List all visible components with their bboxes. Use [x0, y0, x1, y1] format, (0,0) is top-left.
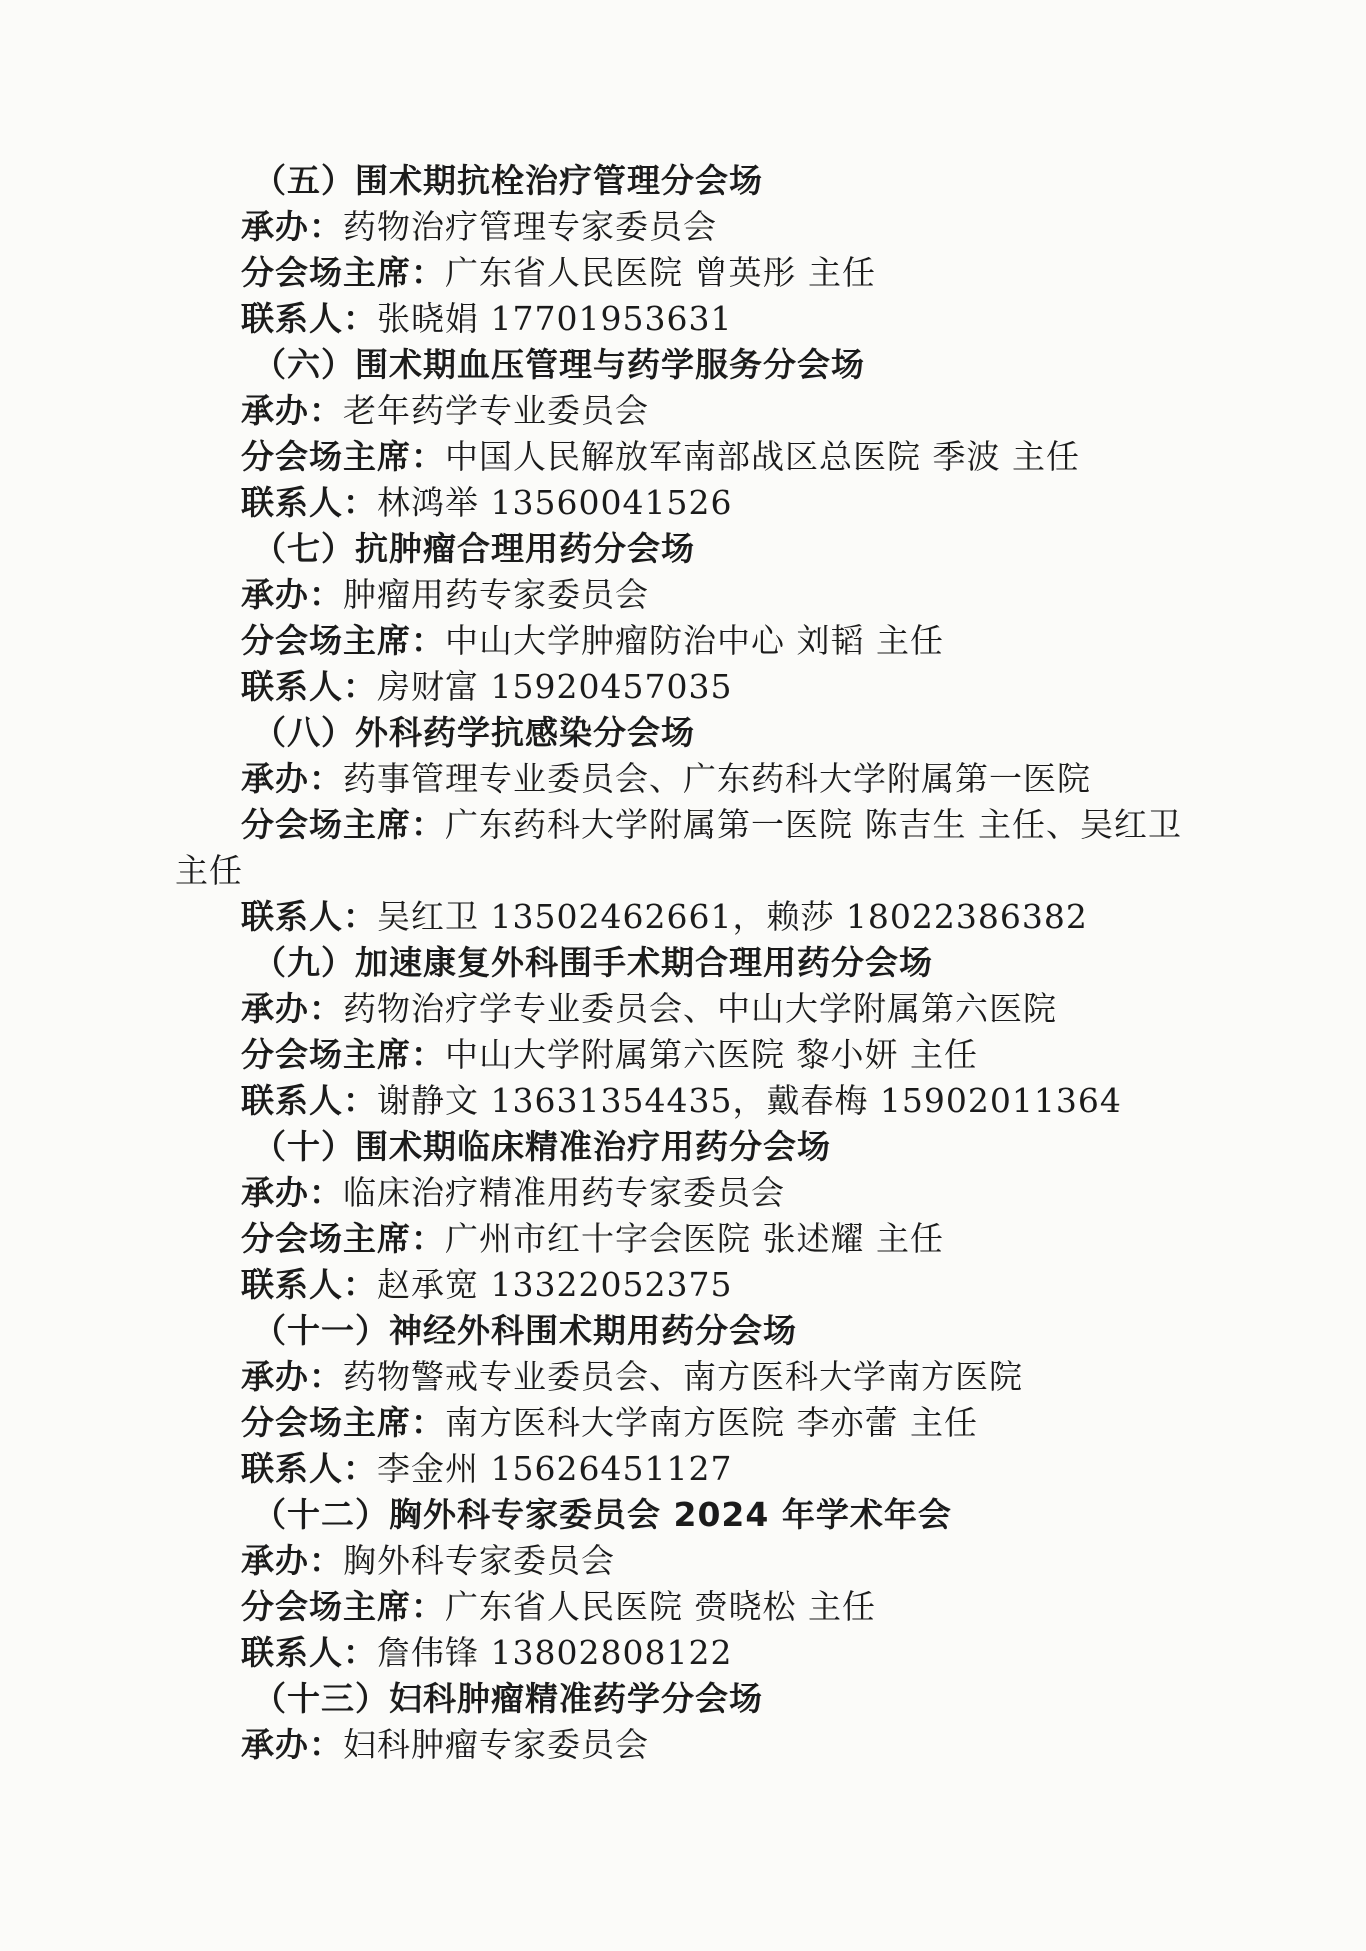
organizer-value: 临床治疗精准用药专家委员会	[343, 1173, 785, 1212]
chair-value: 南方医科大学南方医院 李亦蕾 主任	[445, 1403, 978, 1442]
session-title: （十一）神经外科围术期用药分会场	[253, 1311, 797, 1350]
organizer-label: 承办：	[241, 391, 343, 430]
chair-value: 中国人民解放军南部战区总医院 季波 主任	[445, 437, 1080, 476]
session-block	[175, 1676, 1215, 1768]
contact-label: 联系人：	[241, 1633, 377, 1672]
contact-line	[175, 296, 1215, 342]
session-block	[175, 1492, 1215, 1676]
contact-line	[175, 1630, 1215, 1676]
chair-label: 分会场主席：	[241, 1403, 445, 1442]
organizer-line	[175, 388, 1215, 434]
organizer-label: 承办：	[241, 1357, 343, 1396]
organizer-value: 药事管理专业委员会、广东药科大学附属第一医院	[343, 759, 1091, 798]
organizer-label: 承办：	[241, 989, 343, 1028]
contact-label: 联系人：	[241, 483, 377, 522]
organizer-label: 承办：	[241, 1725, 343, 1764]
contact-label: 联系人：	[241, 1449, 377, 1488]
session-title: （九）加速康复外科围手术期合理用药分会场	[253, 943, 933, 982]
session-title: （六）围术期血压管理与药学服务分会场	[253, 345, 865, 384]
organizer-label: 承办：	[241, 1173, 343, 1212]
chair-label: 分会场主席：	[241, 805, 445, 844]
session-title: （七）抗肿瘤合理用药分会场	[253, 529, 695, 568]
session-title: （五）围术期抗栓治疗管理分会场	[253, 161, 763, 200]
contact-label: 联系人：	[241, 299, 377, 338]
organizer-label: 承办：	[241, 207, 343, 246]
session-title: （十）围术期临床精准治疗用药分会场	[253, 1127, 831, 1166]
organizer-value: 药物治疗管理专家委员会	[343, 207, 717, 246]
contact-value: 张晓娟 17701953631	[377, 299, 733, 338]
session-block	[175, 158, 1215, 342]
contact-value: 林鸿举 13560041526	[377, 483, 733, 522]
contact-label: 联系人：	[241, 1081, 377, 1120]
session-block	[175, 710, 1215, 940]
organizer-value: 胸外科专家委员会	[343, 1541, 615, 1580]
organizer-value: 妇科肿瘤专家委员会	[343, 1725, 649, 1764]
contact-line	[175, 480, 1215, 526]
organizer-line	[175, 756, 1215, 802]
contact-value: 谢静文 13631354435，戴春梅 15902011364	[377, 1081, 1122, 1120]
organizer-value: 药物警戒专业委员会、南方医科大学南方医院	[343, 1357, 1023, 1396]
contact-value: 李金州 15626451127	[377, 1449, 733, 1488]
organizer-value: 老年药学专业委员会	[343, 391, 649, 430]
organizer-line	[175, 204, 1215, 250]
session-block	[175, 526, 1215, 710]
session-block	[175, 1308, 1215, 1492]
document-body	[175, 158, 1215, 1768]
organizer-value: 药物治疗学专业委员会、中山大学附属第六医院	[343, 989, 1057, 1028]
contact-line	[175, 1262, 1215, 1308]
session-title: （十二）胸外科专家委员会 2024 年学术年会	[253, 1495, 952, 1534]
chair-value: 广东药科大学附属第一医院 陈吉生 主任、吴红卫 主任	[175, 805, 1182, 890]
organizer-line	[175, 1170, 1215, 1216]
contact-value: 赵承宽 13322052375	[377, 1265, 733, 1304]
chair-value: 中山大学肿瘤防治中心 刘韬 主任	[445, 621, 944, 660]
contact-value: 房财富 15920457035	[377, 667, 733, 706]
chair-label: 分会场主席：	[241, 253, 445, 292]
session-title: （十三）妇科肿瘤精准药学分会场	[253, 1679, 763, 1718]
chair-value: 中山大学附属第六医院 黎小妍 主任	[445, 1035, 978, 1074]
chair-label: 分会场主席：	[241, 437, 445, 476]
contact-value: 詹伟锋 13802808122	[377, 1633, 733, 1672]
organizer-label: 承办：	[241, 1541, 343, 1580]
organizer-line	[175, 1722, 1215, 1768]
chair-label: 分会场主席：	[241, 1219, 445, 1258]
contact-line	[175, 894, 1215, 940]
organizer-label: 承办：	[241, 575, 343, 614]
organizer-line	[175, 1538, 1215, 1584]
chair-line	[175, 1400, 1215, 1446]
session-block	[175, 1124, 1215, 1308]
organizer-line	[175, 986, 1215, 1032]
chair-label: 分会场主席：	[241, 1587, 445, 1626]
chair-value: 广东省人民医院 曾英彤 主任	[445, 253, 876, 292]
contact-value: 吴红卫 13502462661，赖莎 18022386382	[377, 897, 1088, 936]
organizer-label: 承办：	[241, 759, 343, 798]
contact-line	[175, 1446, 1215, 1492]
session-block	[175, 342, 1215, 526]
organizer-line	[175, 572, 1215, 618]
chair-line	[175, 1216, 1215, 1262]
chair-line	[175, 618, 1215, 664]
chair-label: 分会场主席：	[241, 1035, 445, 1074]
contact-label: 联系人：	[241, 667, 377, 706]
chair-line	[175, 802, 1215, 894]
chair-value: 广东省人民医院 赍晓松 主任	[445, 1587, 876, 1626]
chair-line	[175, 434, 1215, 480]
contact-label: 联系人：	[241, 897, 377, 936]
contact-line	[175, 1078, 1215, 1124]
chair-label: 分会场主席：	[241, 621, 445, 660]
chair-line	[175, 1584, 1215, 1630]
chair-value: 广州市红十字会医院 张述耀 主任	[445, 1219, 944, 1258]
session-title: （八）外科药学抗感染分会场	[253, 713, 695, 752]
contact-line	[175, 664, 1215, 710]
chair-line	[175, 1032, 1215, 1078]
chair-line	[175, 250, 1215, 296]
contact-label: 联系人：	[241, 1265, 377, 1304]
organizer-line	[175, 1354, 1215, 1400]
organizer-value: 肿瘤用药专家委员会	[343, 575, 649, 614]
session-block	[175, 940, 1215, 1124]
